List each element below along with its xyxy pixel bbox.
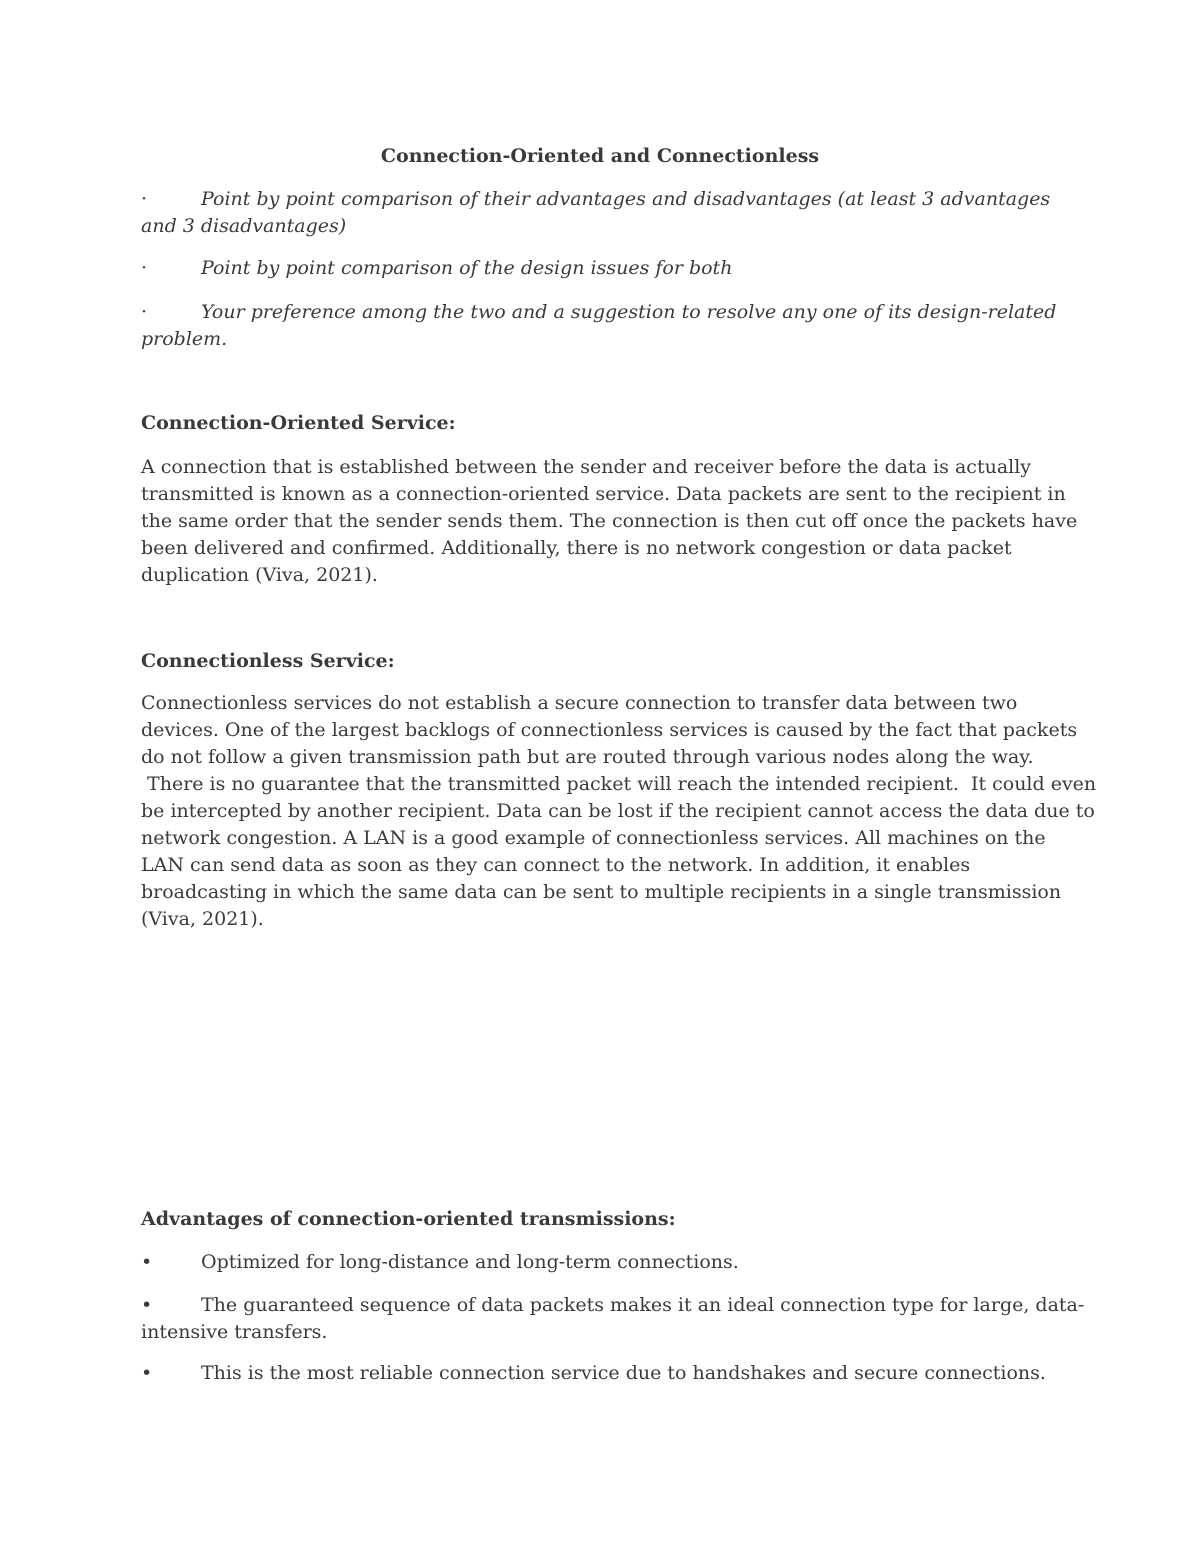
bullet-glyph: • (141, 1362, 153, 1384)
prompt-bullet (141, 255, 1061, 282)
paragraph-line: do not follow a given transmission path but are routed through various nodes along the way. (141, 746, 1034, 768)
section-paragraph (141, 690, 1097, 933)
advantage-text: The guaranteed sequence of data packets makes it an ideal connection type for large, data- (201, 1294, 1085, 1316)
paragraph-line: (Viva, 2021). (141, 908, 264, 930)
section-paragraph (141, 454, 1078, 589)
prompt-bullet-text: Your preference among the two and a suggestion to resolve any one of its design-related (201, 301, 1057, 323)
bullet-glyph: · (141, 257, 148, 279)
paragraph-line: devices. One of the largest backlogs of connectionless services is caused by the fact that packets (141, 719, 1078, 741)
prompt-bullet-text: problem. (141, 328, 228, 350)
paragraph-line: network congestion. A LAN is a good example of connectionless services. All machines on the (141, 827, 1046, 849)
prompt-bullet-text: Point by point comparison of their advantages and disadvantages (at least 3 advantages (201, 188, 1051, 210)
paragraph-line: transmitted is known as a connection-oriented service. Data packets are sent to the recipient in (141, 483, 1066, 505)
paragraph-line: broadcasting in which the same data can be sent to multiple recipients in a single transmission (141, 881, 1062, 903)
advantage-text: Optimized for long-distance and long-term connections. (201, 1251, 739, 1273)
section-heading: Connectionless Service: (141, 650, 395, 672)
section-heading: Connection-Oriented Service: (141, 412, 456, 434)
advantage-bullet (141, 1292, 1085, 1346)
bullet-glyph: · (141, 188, 148, 210)
paragraph-line: duplication (Viva, 2021). (141, 564, 378, 586)
advantage-text: intensive transfers. (141, 1321, 328, 1343)
paragraph-line: be intercepted by another recipient. Data can be lost if the recipient cannot access the data due to (141, 800, 1095, 822)
paragraph-line: the same order that the sender sends them. The connection is then cut off once the packets have (141, 510, 1078, 532)
bullet-glyph: • (141, 1251, 153, 1273)
paragraph-line: A connection that is established between the sender and receiver before the data is actually (141, 456, 1032, 478)
bullet-glyph: · (141, 301, 148, 323)
paragraph-line: Connectionless services do not establish a secure connection to transfer data between two (141, 692, 1018, 714)
paragraph-line: been delivered and confirmed. Additionally, there is no network congestion or data packet (141, 537, 1012, 559)
advantage-bullet (141, 1249, 1061, 1276)
section-heading: Advantages of connection-oriented transmissions: (141, 1208, 676, 1230)
bullet-glyph: • (141, 1294, 153, 1316)
prompt-bullet (141, 186, 1061, 240)
paragraph-line: There is no guarantee that the transmitted packet will reach the intended recipient. It could even (141, 773, 1097, 795)
advantage-bullet (141, 1360, 1061, 1387)
prompt-bullet-text: and 3 disadvantages) (141, 215, 347, 237)
document-title: Connection-Oriented and Connectionless (380, 145, 820, 167)
advantage-text: This is the most reliable connection service due to handshakes and secure connections. (201, 1362, 1046, 1384)
paragraph-line: LAN can send data as soon as they can connect to the network. In addition, it enables (141, 854, 971, 876)
prompt-bullet-text: Point by point comparison of the design issues for both (201, 257, 733, 279)
prompt-bullet (141, 299, 1061, 353)
